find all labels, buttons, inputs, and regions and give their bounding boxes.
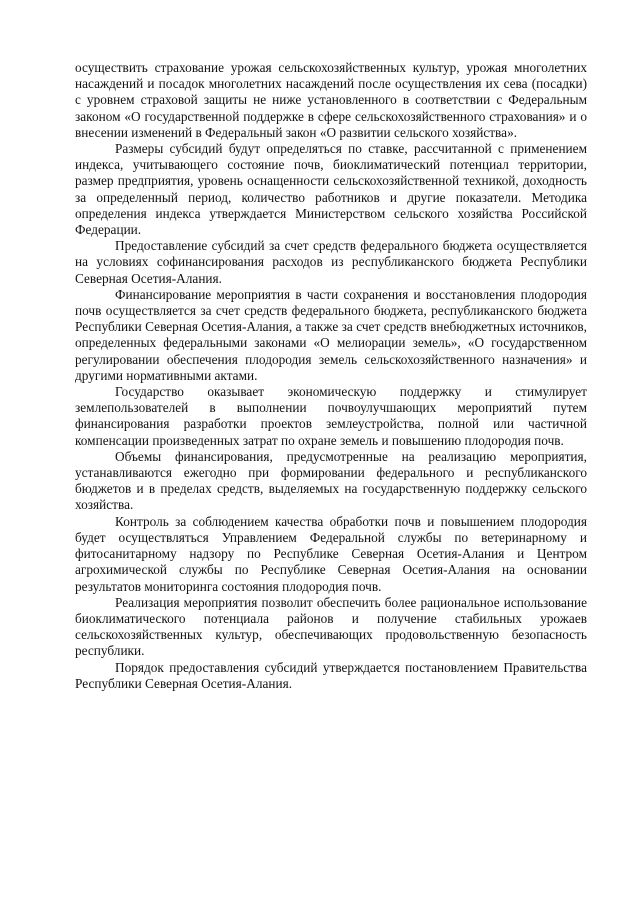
paragraph-funding-volumes: Объемы финансирования, предусмотренные на реализацию мероприятия, устанавливаются ежегодно при формировании федерального и республиканского бюджетов и в пределах средств, выделяемых на государственную поддержку сельского хозяйства. — [75, 448, 587, 513]
paragraph-state-support: Государство оказывает экономическую поддержку и стимулирует землепользователей в выполнении почвоулучшающих мероприятий путем финансирования разработки проектов землеустройства, полной или частичной компенсации произведенных затрат по охране земель и повышению плодородия почв. — [75, 384, 587, 448]
document-page — [75, 60, 587, 692]
paragraph-insurance-continuation: осуществить страхование урожая сельскохозяйственных культур, урожая многолетних насаждений и посадок многолетних насаждений после осуществления их сева (посадки) с уровнем страховой защиты не ниже установленного в соответствии с Федеральным законом «О государственной поддержке в сфере сельскохозяйственного страхования» и о внесении изменений в Федеральный закон «О развитии сельского хозяйства». — [75, 60, 587, 140]
paragraph-subsidy-size: Размеры субсидий будут определяться по ставке, рассчитанной с применением индекса, учитывающего состояние почв, биоклиматический потенциал территории, размер предприятия, уровень оснащенности сельскохозяйственной техникой, доходность за определенный период, количество работников и другие показатели. Методика определения индекса утверждается Министерством сельского хозяйства Российской Федерации. — [75, 141, 587, 238]
paragraph-expected-results: Реализация мероприятия позволит обеспечить более рациональное использование биоклиматического потенциала районов и получение стабильных урожаев сельскохозяйственных культур, обеспечивающих продовольственную безопасность республики. — [75, 594, 587, 659]
paragraph-subsidy-procedure: Порядок предоставления субсидий утверждается постановлением Правительства Республики Северная Осетия-Алания. — [75, 659, 587, 691]
paragraph-soil-fertility-financing: Финансирование мероприятия в части сохранения и восстановления плодородия почв осуществляется за счет средств федерального бюджета, республиканского бюджета Республики Северная Осетия-Алания, а также за счет средств внебюджетных источников, определенных федеральными законами «О мелиорации земель», «О государственном регулировании обеспечения плодородия земель сельскохозяйственного назначения» и другими нормативными актами. — [75, 286, 587, 383]
paragraph-quality-control: Контроль за соблюдением качества обработки почв и повышением плодородия будет осуществляться Управлением Федеральной службы по ветеринарному и фитосанитарному надзору по Республике Северная Осетия-Алания и Центром агрохимической службы по Республике Северная Осетия-Алания на основании результатов мониторинга состояния плодородия почв. — [75, 513, 587, 594]
paragraph-cofinancing: Предоставление субсидий за счет средств федерального бюджета осуществляется на условиях софинансирования расходов из республиканского бюджета Республики Северная Осетия-Алания. — [75, 238, 587, 286]
